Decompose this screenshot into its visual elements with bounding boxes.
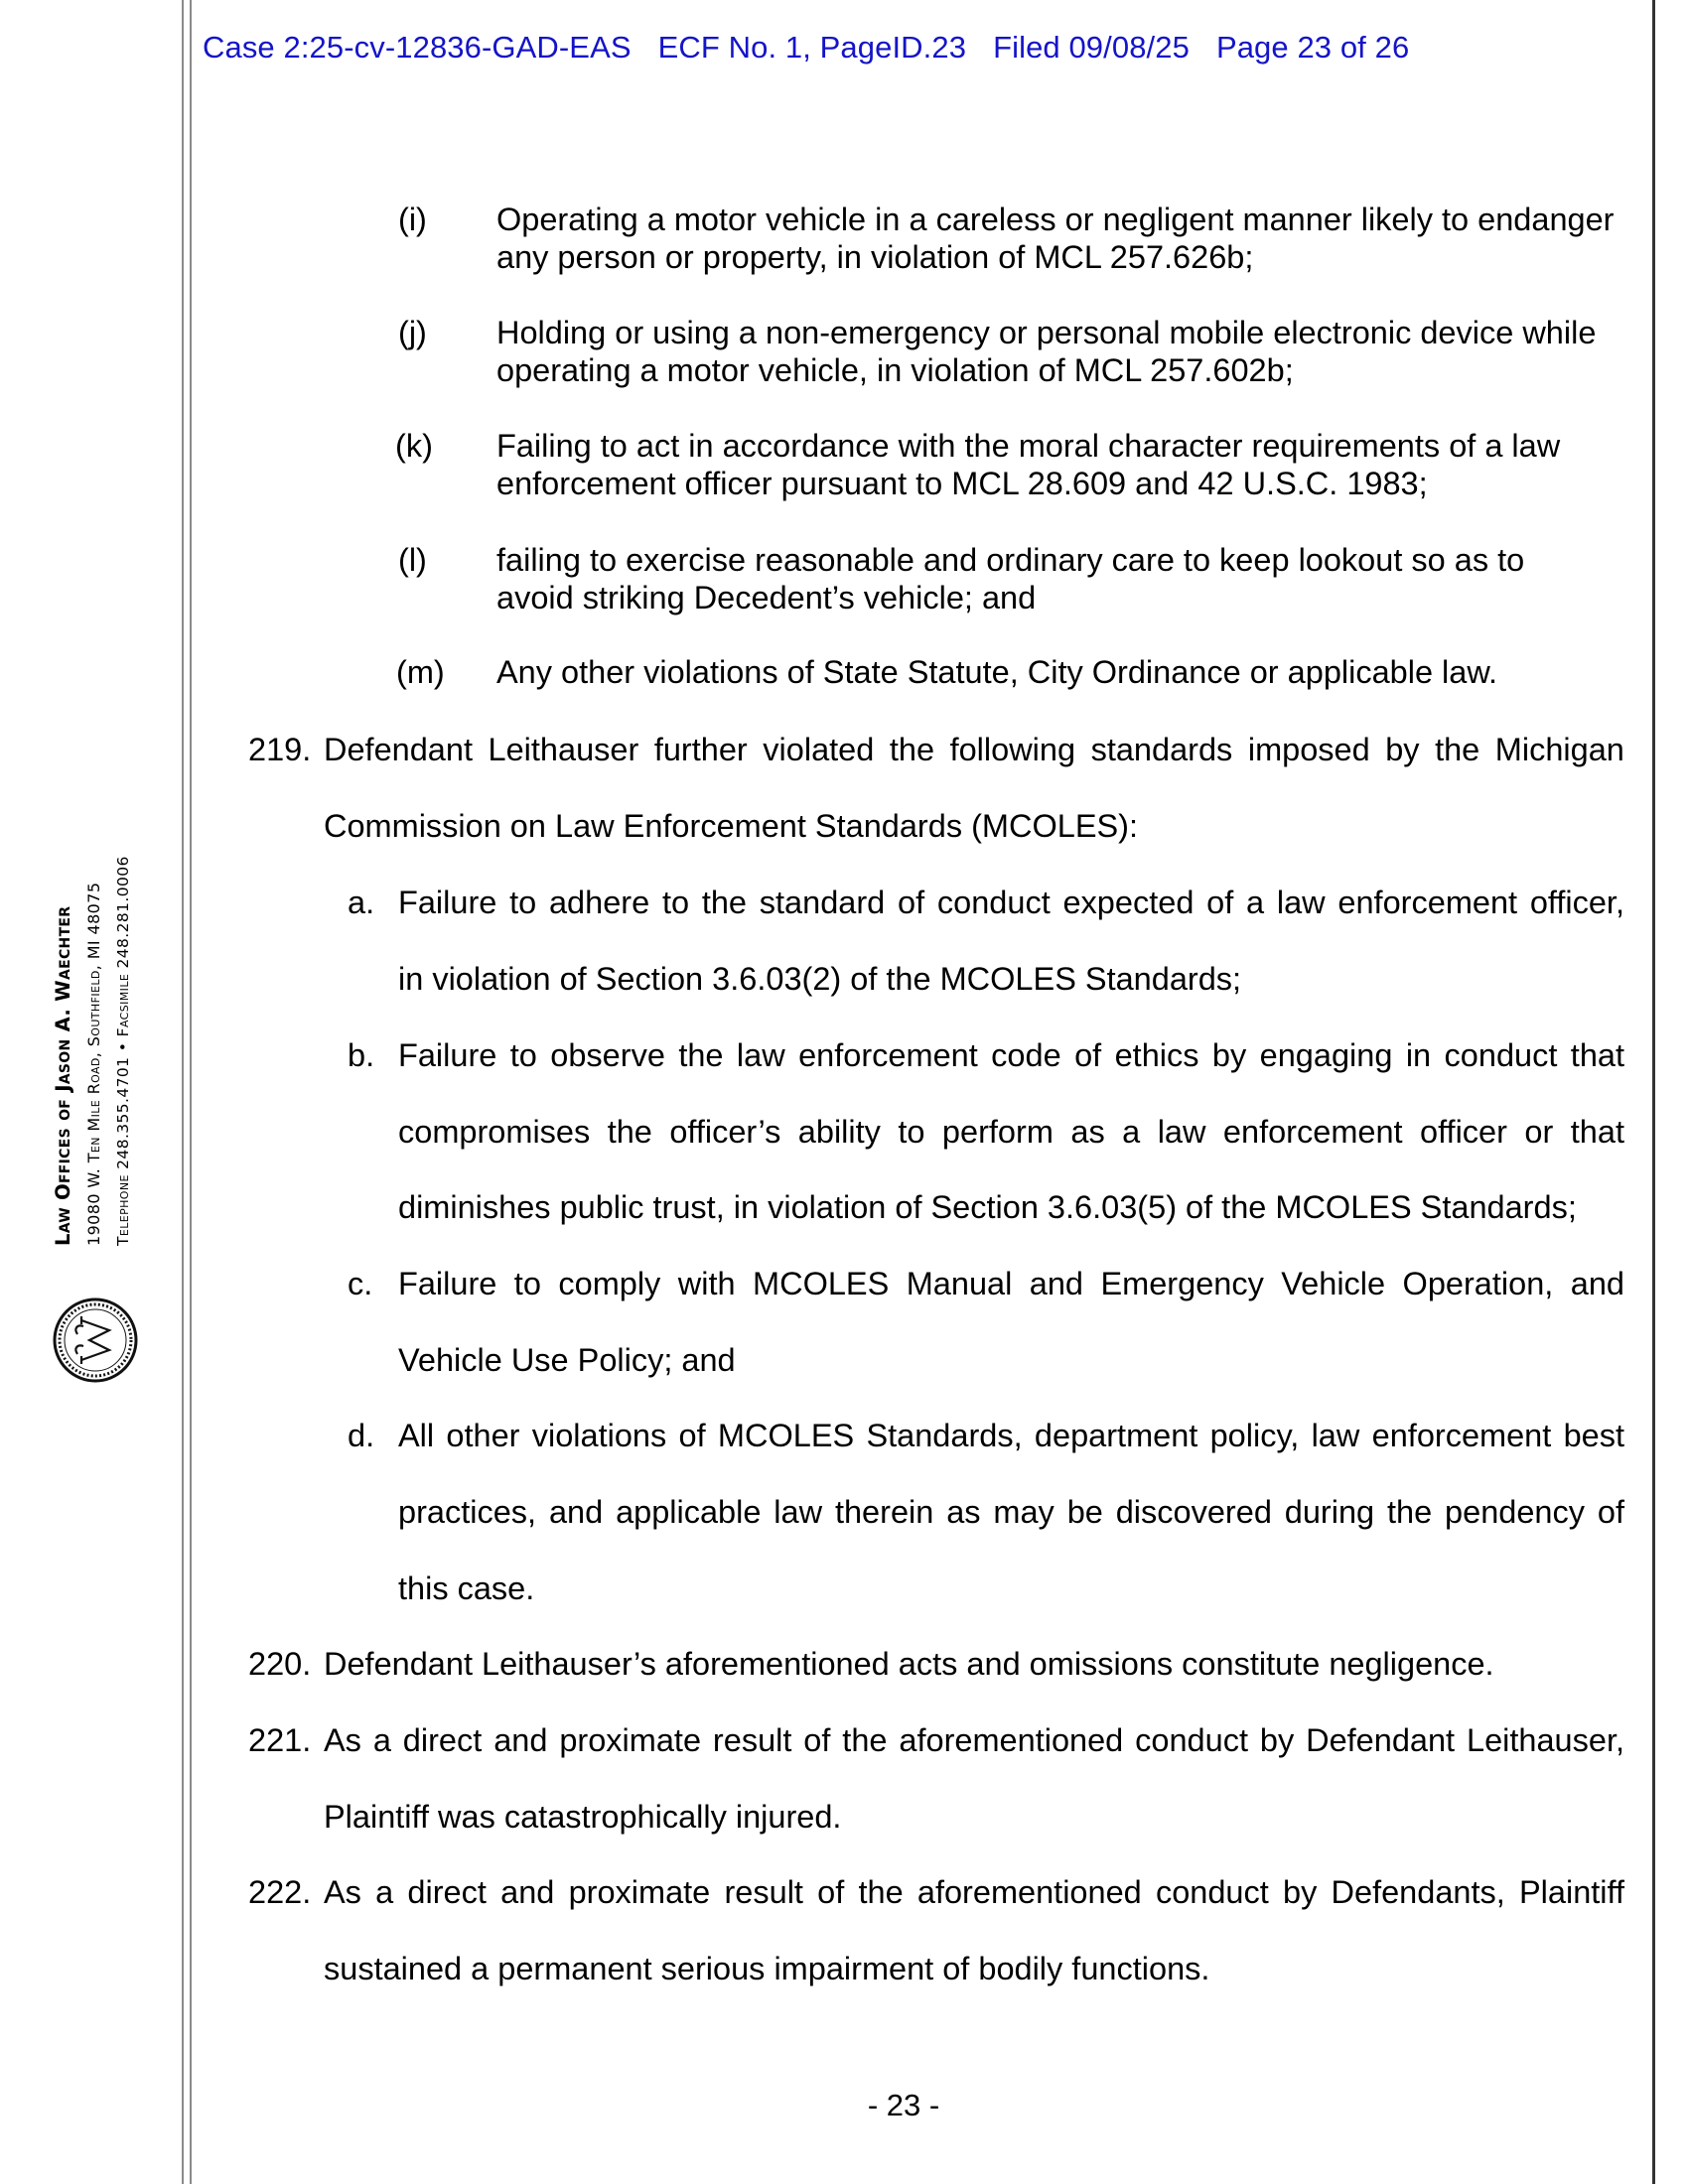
paragraph-line: sustained a permanent serious impairment of bodily functions. [324,1951,1210,1986]
list-label: d. [348,1418,375,1453]
subitem-line: Failing to act in accordance with the moral character requirements of a law [496,428,1561,464]
subitem-label: (i) [398,202,427,237]
firm-name: Law Offices of Jason A. Waechter [52,905,74,1246]
subitem-label: (m) [396,654,445,690]
page-of-total: Page 23 of 26 [1215,30,1410,65]
subitem-line: operating a motor vehicle, in violation of MCL 257.602b; [496,352,1294,388]
ecf-page-id: ECF No. 1, PageID.23 [657,30,967,65]
firm-phone-fax: Telephone 248.355.4701 • Facsimile 248.281.0006 [114,856,132,1246]
subitem-line: avoid striking Decedent’s vehicle; and [496,580,1037,615]
filed-date: Filed 09/08/25 [993,30,1190,65]
list-label: b. [348,1037,375,1073]
subitem-label: (j) [398,315,427,350]
firm-address: 19080 W. Ten Mile Road, Southfield, MI 48075 [84,882,103,1246]
paragraph-line: this case. [398,1570,535,1606]
subitem-line: Operating a motor vehicle in a careless or negligent manner likely to endanger [496,202,1615,237]
paragraph-line: As a direct and proximate result of the aforementioned conduct by Defendant Leithauser, [324,1722,1624,1758]
ecf-filing-header [203,30,1409,66]
paragraph-line: Commission on Law Enforcement Standards (MCOLES): [324,808,1139,844]
seal-logo-icon [52,1297,139,1384]
paragraph-line: practices, and applicable law therein as may be discovered during the pendency of [398,1494,1624,1530]
paragraph-line: Defendant Leithauser further violated the following standards imposed by the Michigan [324,732,1624,767]
paragraph-line: Vehicle Use Policy; and [398,1342,736,1378]
paragraph-line: Failure to adhere to the standard of conduct expected of a law enforcement officer, [398,885,1624,920]
paragraph-number: 220. [248,1646,312,1682]
paragraph-line: As a direct and proximate result of the aforementioned conduct by Defendants, Plaintiff [324,1874,1624,1910]
paragraph-line: All other violations of MCOLES Standards, department policy, law enforcement best [398,1418,1624,1453]
left-margin-rule-outer [182,0,184,2184]
subitem-line: enforcement officer pursuant to MCL 28.609 and 42 U.S.C. 1983; [496,466,1428,501]
right-margin-rule [1652,0,1655,2184]
paragraph-line: in violation of Section 3.6.03(2) of the MCOLES Standards; [398,961,1242,997]
subitem-label: (k) [395,428,433,464]
left-margin-rule-inner [190,0,192,2184]
subitem-line: Holding or using a non-emergency or personal mobile electronic device while [496,315,1597,350]
page-number: - 23 - [867,2088,940,2122]
list-label: a. [348,885,375,920]
case-number: Case 2:25-cv-12836-GAD-EAS [203,30,632,65]
subitem-line: any person or property, in violation of MCL 257.626b; [496,239,1254,275]
paragraph-line: Failure to observe the law enforcement code of ethics by engaging in conduct that [398,1037,1624,1073]
subitem-line: Any other violations of State Statute, City Ordinance or applicable law. [496,654,1498,690]
paragraph-number: 219. [248,732,312,767]
subitem-line: failing to exercise reasonable and ordinary care to keep lookout so as to [496,542,1525,578]
paragraph-line: compromises the officer’s ability to perform as a law enforcement officer or that [398,1114,1624,1150]
paragraph-line: Failure to comply with MCOLES Manual and Emergency Vehicle Operation, and [398,1266,1624,1301]
paragraph-line: Defendant Leithauser’s aforementioned acts and omissions constitute negligence. [324,1646,1494,1682]
list-label: c. [348,1266,373,1301]
paragraph-line: Plaintiff was catastrophically injured. [324,1799,842,1835]
paragraph-number: 222. [248,1874,312,1910]
paragraph-line: diminishes public trust, in violation of Section 3.6.03(5) of the MCOLES Standards; [398,1189,1577,1225]
subitem-label: (l) [398,542,427,578]
paragraph-number: 221. [248,1722,312,1758]
